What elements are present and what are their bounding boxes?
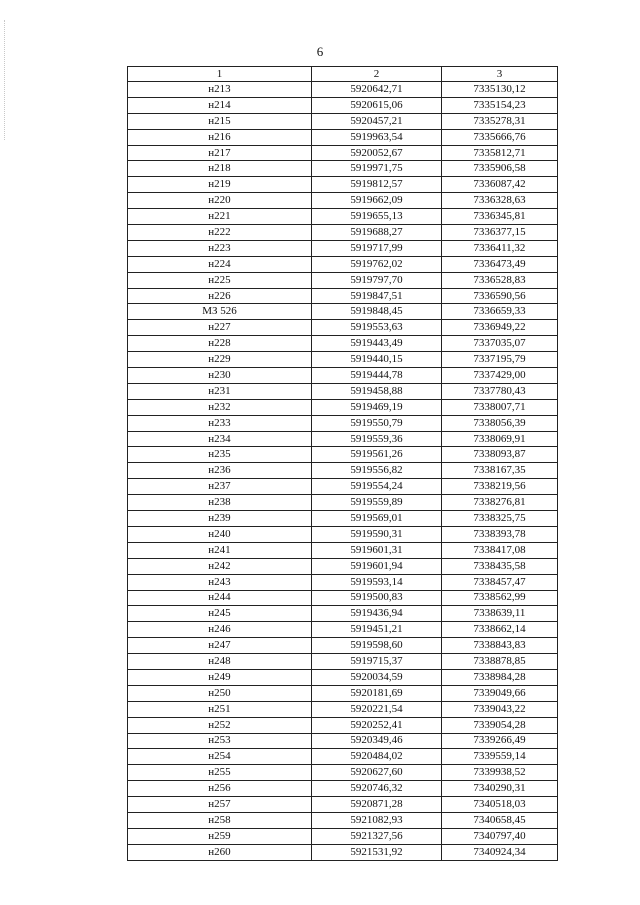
y-coordinate-cell: 7338276,81 (442, 495, 558, 511)
point-id-cell: н242 (128, 558, 312, 574)
y-coordinate-cell: 7338639,11 (442, 606, 558, 622)
table-row (128, 225, 558, 241)
table-row (128, 399, 558, 415)
table-header-row (128, 67, 558, 82)
table-row (128, 526, 558, 542)
table-row (128, 256, 558, 272)
x-coordinate-cell: 5919554,24 (312, 479, 442, 495)
x-coordinate-cell: 5919458,88 (312, 383, 442, 399)
y-coordinate-cell: 7336590,56 (442, 288, 558, 304)
point-id-cell: н239 (128, 511, 312, 527)
x-coordinate-cell: 5919598,60 (312, 638, 442, 654)
table-row (128, 113, 558, 129)
table-row (128, 431, 558, 447)
x-coordinate-cell: 5919556,82 (312, 463, 442, 479)
table-row (128, 733, 558, 749)
table-row (128, 352, 558, 368)
column-header-x: 2 (312, 67, 442, 82)
y-coordinate-cell: 7338417,08 (442, 542, 558, 558)
x-coordinate-cell: 5919444,78 (312, 368, 442, 384)
point-id-cell: н245 (128, 606, 312, 622)
x-coordinate-cell: 5919443,49 (312, 336, 442, 352)
y-coordinate-cell: 7340518,03 (442, 797, 558, 813)
point-id-cell: н220 (128, 193, 312, 209)
table-row (128, 511, 558, 527)
table-row (128, 288, 558, 304)
y-coordinate-cell: 7338007,71 (442, 399, 558, 415)
y-coordinate-cell: 7340658,45 (442, 812, 558, 828)
y-coordinate-cell: 7338984,28 (442, 669, 558, 685)
y-coordinate-cell: 7336473,49 (442, 256, 558, 272)
y-coordinate-cell: 7338393,78 (442, 526, 558, 542)
y-coordinate-cell: 7340290,31 (442, 781, 558, 797)
y-coordinate-cell: 7339043,22 (442, 701, 558, 717)
point-id-cell: н244 (128, 590, 312, 606)
table-row (128, 383, 558, 399)
table-row (128, 606, 558, 622)
point-id-cell: н230 (128, 368, 312, 384)
y-coordinate-cell: 7339559,14 (442, 749, 558, 765)
x-coordinate-cell: 5919848,45 (312, 304, 442, 320)
table-row (128, 177, 558, 193)
point-id-cell: МЗ 526 (128, 304, 312, 320)
y-coordinate-cell: 7335666,76 (442, 129, 558, 145)
table-row (128, 797, 558, 813)
x-coordinate-cell: 5920052,67 (312, 145, 442, 161)
page-number: 6 (316, 44, 324, 59)
x-coordinate-cell: 5919553,63 (312, 320, 442, 336)
point-id-cell: н258 (128, 812, 312, 828)
table-row (128, 812, 558, 828)
point-id-cell: н222 (128, 225, 312, 241)
point-id-cell: н228 (128, 336, 312, 352)
y-coordinate-cell: 7339049,66 (442, 685, 558, 701)
x-coordinate-cell: 5919559,36 (312, 431, 442, 447)
point-id-cell: н234 (128, 431, 312, 447)
point-id-cell: н246 (128, 622, 312, 638)
y-coordinate-cell: 7338878,85 (442, 654, 558, 670)
x-coordinate-cell: 5920746,32 (312, 781, 442, 797)
x-coordinate-cell: 5919812,57 (312, 177, 442, 193)
table-row (128, 415, 558, 431)
x-coordinate-cell: 5919655,13 (312, 209, 442, 225)
table-row (128, 82, 558, 98)
y-coordinate-cell: 7338325,75 (442, 511, 558, 527)
x-coordinate-cell: 5920457,21 (312, 113, 442, 129)
point-id-cell: н256 (128, 781, 312, 797)
x-coordinate-cell: 5919797,70 (312, 272, 442, 288)
x-coordinate-cell: 5919717,99 (312, 240, 442, 256)
point-id-cell: н250 (128, 685, 312, 701)
table-row (128, 749, 558, 765)
y-coordinate-cell: 7335278,31 (442, 113, 558, 129)
y-coordinate-cell: 7336411,32 (442, 240, 558, 256)
point-id-cell: н217 (128, 145, 312, 161)
y-coordinate-cell: 7338167,35 (442, 463, 558, 479)
x-coordinate-cell: 5919762,02 (312, 256, 442, 272)
table-row (128, 558, 558, 574)
y-coordinate-cell: 7338093,87 (442, 447, 558, 463)
x-coordinate-cell: 5919590,31 (312, 526, 442, 542)
table-row (128, 685, 558, 701)
x-coordinate-cell: 5920252,41 (312, 717, 442, 733)
y-coordinate-cell: 7337429,00 (442, 368, 558, 384)
x-coordinate-cell: 5919559,89 (312, 495, 442, 511)
y-coordinate-cell: 7336087,42 (442, 177, 558, 193)
table-row (128, 622, 558, 638)
y-coordinate-cell: 7337780,43 (442, 383, 558, 399)
table-row (128, 97, 558, 113)
table-row (128, 574, 558, 590)
point-id-cell: н226 (128, 288, 312, 304)
x-coordinate-cell: 5920181,69 (312, 685, 442, 701)
x-coordinate-cell: 5920615,06 (312, 97, 442, 113)
y-coordinate-cell: 7339938,52 (442, 765, 558, 781)
table-row (128, 495, 558, 511)
table-row (128, 209, 558, 225)
point-id-cell: н213 (128, 82, 312, 98)
x-coordinate-cell: 5919550,79 (312, 415, 442, 431)
x-coordinate-cell: 5919715,37 (312, 654, 442, 670)
y-coordinate-cell: 7338562,99 (442, 590, 558, 606)
y-coordinate-cell: 7337035,07 (442, 336, 558, 352)
table-row (128, 368, 558, 384)
x-coordinate-cell: 5920349,46 (312, 733, 442, 749)
x-coordinate-cell: 5919688,27 (312, 225, 442, 241)
y-coordinate-cell: 7336949,22 (442, 320, 558, 336)
x-coordinate-cell: 5920871,28 (312, 797, 442, 813)
point-id-cell: н237 (128, 479, 312, 495)
table-row (128, 336, 558, 352)
point-id-cell: н252 (128, 717, 312, 733)
x-coordinate-cell: 5920627,60 (312, 765, 442, 781)
table-row (128, 717, 558, 733)
x-coordinate-cell: 5919601,31 (312, 542, 442, 558)
x-coordinate-cell: 5919569,01 (312, 511, 442, 527)
table-row (128, 161, 558, 177)
point-id-cell: н235 (128, 447, 312, 463)
table-row (128, 272, 558, 288)
table-row (128, 638, 558, 654)
y-coordinate-cell: 7338069,91 (442, 431, 558, 447)
x-coordinate-cell: 5920221,54 (312, 701, 442, 717)
y-coordinate-cell: 7336328,63 (442, 193, 558, 209)
point-id-cell: н236 (128, 463, 312, 479)
x-coordinate-cell: 5920034,59 (312, 669, 442, 685)
y-coordinate-cell: 7338662,14 (442, 622, 558, 638)
table-row (128, 240, 558, 256)
x-coordinate-cell: 5919440,15 (312, 352, 442, 368)
x-coordinate-cell: 5919593,14 (312, 574, 442, 590)
table-row (128, 193, 558, 209)
y-coordinate-cell: 7335906,58 (442, 161, 558, 177)
x-coordinate-cell: 5919847,51 (312, 288, 442, 304)
table-row (128, 304, 558, 320)
y-coordinate-cell: 7338435,58 (442, 558, 558, 574)
x-coordinate-cell: 5919601,94 (312, 558, 442, 574)
point-id-cell: н253 (128, 733, 312, 749)
column-header-y: 3 (442, 67, 558, 82)
y-coordinate-cell: 7336345,81 (442, 209, 558, 225)
point-id-cell: н219 (128, 177, 312, 193)
point-id-cell: н260 (128, 844, 312, 860)
table-body (128, 82, 558, 861)
y-coordinate-cell: 7338056,39 (442, 415, 558, 431)
table-row (128, 701, 558, 717)
x-coordinate-cell: 5920642,71 (312, 82, 442, 98)
point-id-cell: н248 (128, 654, 312, 670)
table-row (128, 828, 558, 844)
point-id-cell: н254 (128, 749, 312, 765)
coordinates-table (127, 66, 558, 861)
point-id-cell: н257 (128, 797, 312, 813)
point-id-cell: н215 (128, 113, 312, 129)
point-id-cell: н241 (128, 542, 312, 558)
point-id-cell: н221 (128, 209, 312, 225)
x-coordinate-cell: 5921531,92 (312, 844, 442, 860)
y-coordinate-cell: 7335154,23 (442, 97, 558, 113)
x-coordinate-cell: 5919561,26 (312, 447, 442, 463)
point-id-cell: н214 (128, 97, 312, 113)
y-coordinate-cell: 7340797,40 (442, 828, 558, 844)
table-row (128, 781, 558, 797)
point-id-cell: н238 (128, 495, 312, 511)
table-row (128, 145, 558, 161)
x-coordinate-cell: 5919469,19 (312, 399, 442, 415)
point-id-cell: н225 (128, 272, 312, 288)
y-coordinate-cell: 7340924,34 (442, 844, 558, 860)
y-coordinate-cell: 7336659,33 (442, 304, 558, 320)
point-id-cell: н240 (128, 526, 312, 542)
point-id-cell: н216 (128, 129, 312, 145)
point-id-cell: н229 (128, 352, 312, 368)
x-coordinate-cell: 5919451,21 (312, 622, 442, 638)
point-id-cell: н251 (128, 701, 312, 717)
table-row (128, 542, 558, 558)
table-row (128, 844, 558, 860)
y-coordinate-cell: 7336377,15 (442, 225, 558, 241)
table-row (128, 590, 558, 606)
x-coordinate-cell: 5919971,75 (312, 161, 442, 177)
y-coordinate-cell: 7335812,71 (442, 145, 558, 161)
x-coordinate-cell: 5919963,54 (312, 129, 442, 145)
point-id-cell: н247 (128, 638, 312, 654)
point-id-cell: н224 (128, 256, 312, 272)
point-id-cell: н223 (128, 240, 312, 256)
column-header-point: 1 (128, 67, 312, 82)
point-id-cell: н218 (128, 161, 312, 177)
x-coordinate-cell: 5919436,94 (312, 606, 442, 622)
point-id-cell: н233 (128, 415, 312, 431)
y-coordinate-cell: 7337195,79 (442, 352, 558, 368)
table-row (128, 654, 558, 670)
point-id-cell: н255 (128, 765, 312, 781)
x-coordinate-cell: 5919662,09 (312, 193, 442, 209)
table-row (128, 765, 558, 781)
table-row (128, 669, 558, 685)
point-id-cell: н259 (128, 828, 312, 844)
x-coordinate-cell: 5921327,56 (312, 828, 442, 844)
table-row (128, 320, 558, 336)
point-id-cell: н231 (128, 383, 312, 399)
y-coordinate-cell: 7339054,28 (442, 717, 558, 733)
y-coordinate-cell: 7339266,49 (442, 733, 558, 749)
table-row (128, 447, 558, 463)
y-coordinate-cell: 7338843,83 (442, 638, 558, 654)
table-row (128, 129, 558, 145)
point-id-cell: н227 (128, 320, 312, 336)
margin-marks (4, 20, 7, 140)
y-coordinate-cell: 7335130,12 (442, 82, 558, 98)
y-coordinate-cell: 7338457,47 (442, 574, 558, 590)
point-id-cell: н249 (128, 669, 312, 685)
table-row (128, 479, 558, 495)
y-coordinate-cell: 7338219,56 (442, 479, 558, 495)
point-id-cell: н232 (128, 399, 312, 415)
x-coordinate-cell: 5919500,83 (312, 590, 442, 606)
table-row (128, 463, 558, 479)
x-coordinate-cell: 5920484,02 (312, 749, 442, 765)
x-coordinate-cell: 5921082,93 (312, 812, 442, 828)
point-id-cell: н243 (128, 574, 312, 590)
y-coordinate-cell: 7336528,83 (442, 272, 558, 288)
